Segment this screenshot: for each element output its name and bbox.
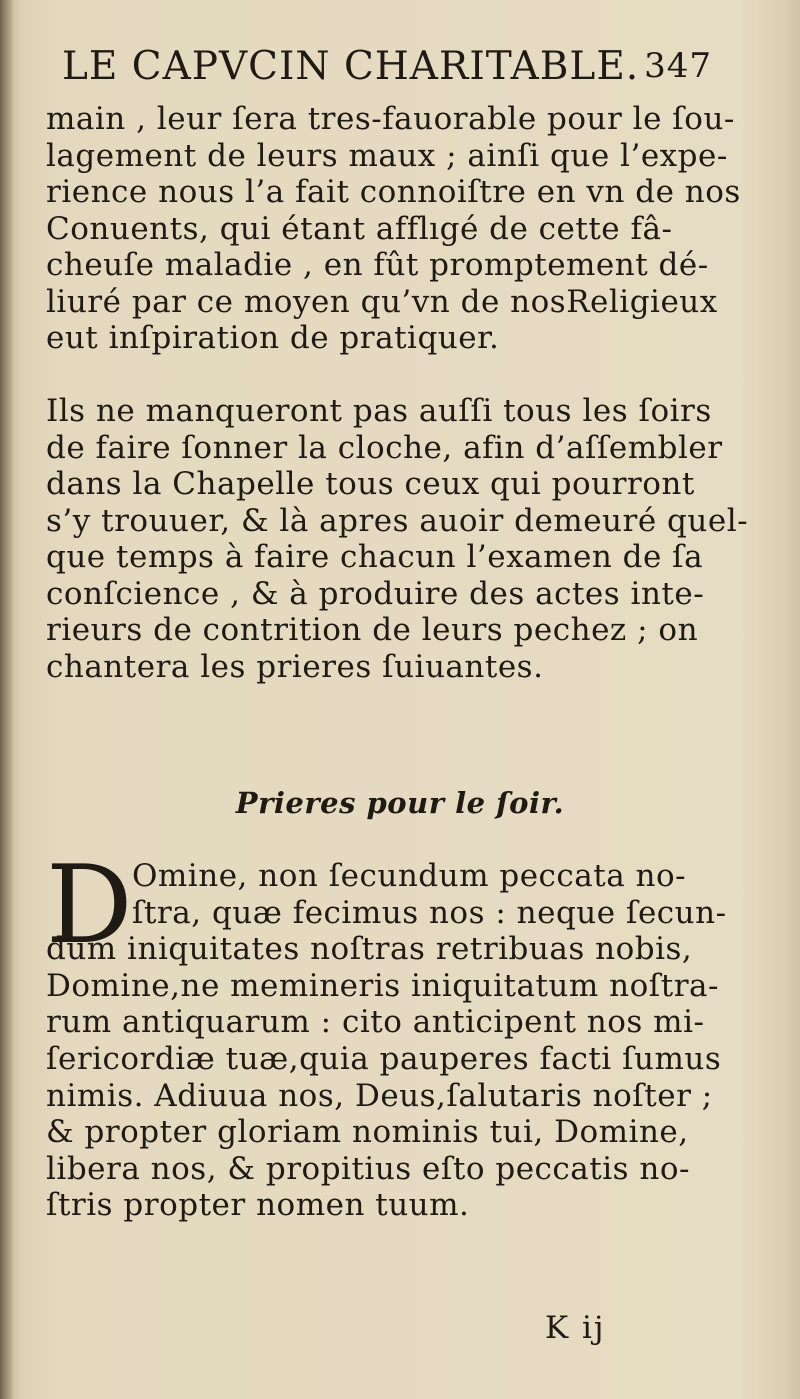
page-header: [62, 44, 712, 96]
text-line: que temps à faire chacun l’examen de ſa: [46, 539, 704, 575]
text-line: lagement de leurs maux ; ainſi que l’expe-: [46, 137, 728, 174]
text-line: cheuſe maladie , en fût promptement dé-: [46, 247, 709, 283]
prayer-line: nimis. Adiuua nos, Deus,ſalutaris noſter ;: [46, 1077, 713, 1114]
running-title: LE CAPVCIN CHARITABLE.: [62, 44, 640, 89]
text-line: de faire ſonner la cloche, afin d’aſſembler: [46, 429, 723, 466]
prayer-line: ſtra, quæ fecimus nos : neque ſecun-: [132, 894, 727, 931]
prayer-block: [46, 843, 727, 1224]
drop-cap: D: [46, 843, 134, 968]
prayer-line: ſtris propter nomen tuum.: [46, 1187, 470, 1224]
text-line: rience nous l’a fait connoiſtre en vn de nos: [46, 174, 741, 210]
prayer-line: rum antiquarum : cito anticipent nos mi-: [46, 1004, 705, 1041]
prayer-line: & propter gloriam nominis tui, Domine,: [46, 1114, 689, 1151]
text-line: liuré par ce moyen qu’vn de nosReligieux: [46, 283, 718, 320]
text-line: main , leur ſera tres-fauorable pour le ſou-: [46, 101, 735, 137]
paragraph-2: [46, 393, 749, 685]
text-line: rieurs de contrition de leurs pechez ; on: [46, 612, 699, 648]
prayer-line: libera nos, & propitius eſto peccatis no-: [46, 1150, 690, 1187]
prayer-line: Domine,ne memineris iniquitatum noſtra-: [46, 967, 719, 1004]
text-line: chantera les prieres ſuiuantes.: [46, 648, 544, 685]
prayer-line: dum iniquitates noſtras retribuas nobis,: [46, 931, 693, 968]
text-line: eut inſpiration de pratiquer.: [46, 320, 500, 356]
prayer-line: Omine, non ſecundum peccata no-: [132, 858, 687, 894]
page-number: 347: [644, 46, 712, 86]
text-line: Conuents, qui étant afflıgé de cette fâ-: [46, 210, 673, 247]
text-line: conſcience , & à produire des actes inte-: [46, 575, 705, 612]
paragraph-1: [46, 101, 741, 357]
section-heading: Prieres pour le ſoir.: [235, 786, 565, 820]
binding-shadow: [0, 0, 14, 1399]
text-line: dans la Chapelle tous ceux qui pourront: [46, 466, 695, 502]
prayer-line: ſericordiæ tuæ,quia pauperes facti ſumus: [46, 1040, 722, 1077]
text-line: Ils ne manqueront pas auſſi tous les ſoirs: [46, 393, 712, 429]
signature-mark: K ij: [545, 1310, 606, 1346]
text-line: s’y trouuer, & là apres auoir demeuré quel-: [46, 502, 749, 539]
